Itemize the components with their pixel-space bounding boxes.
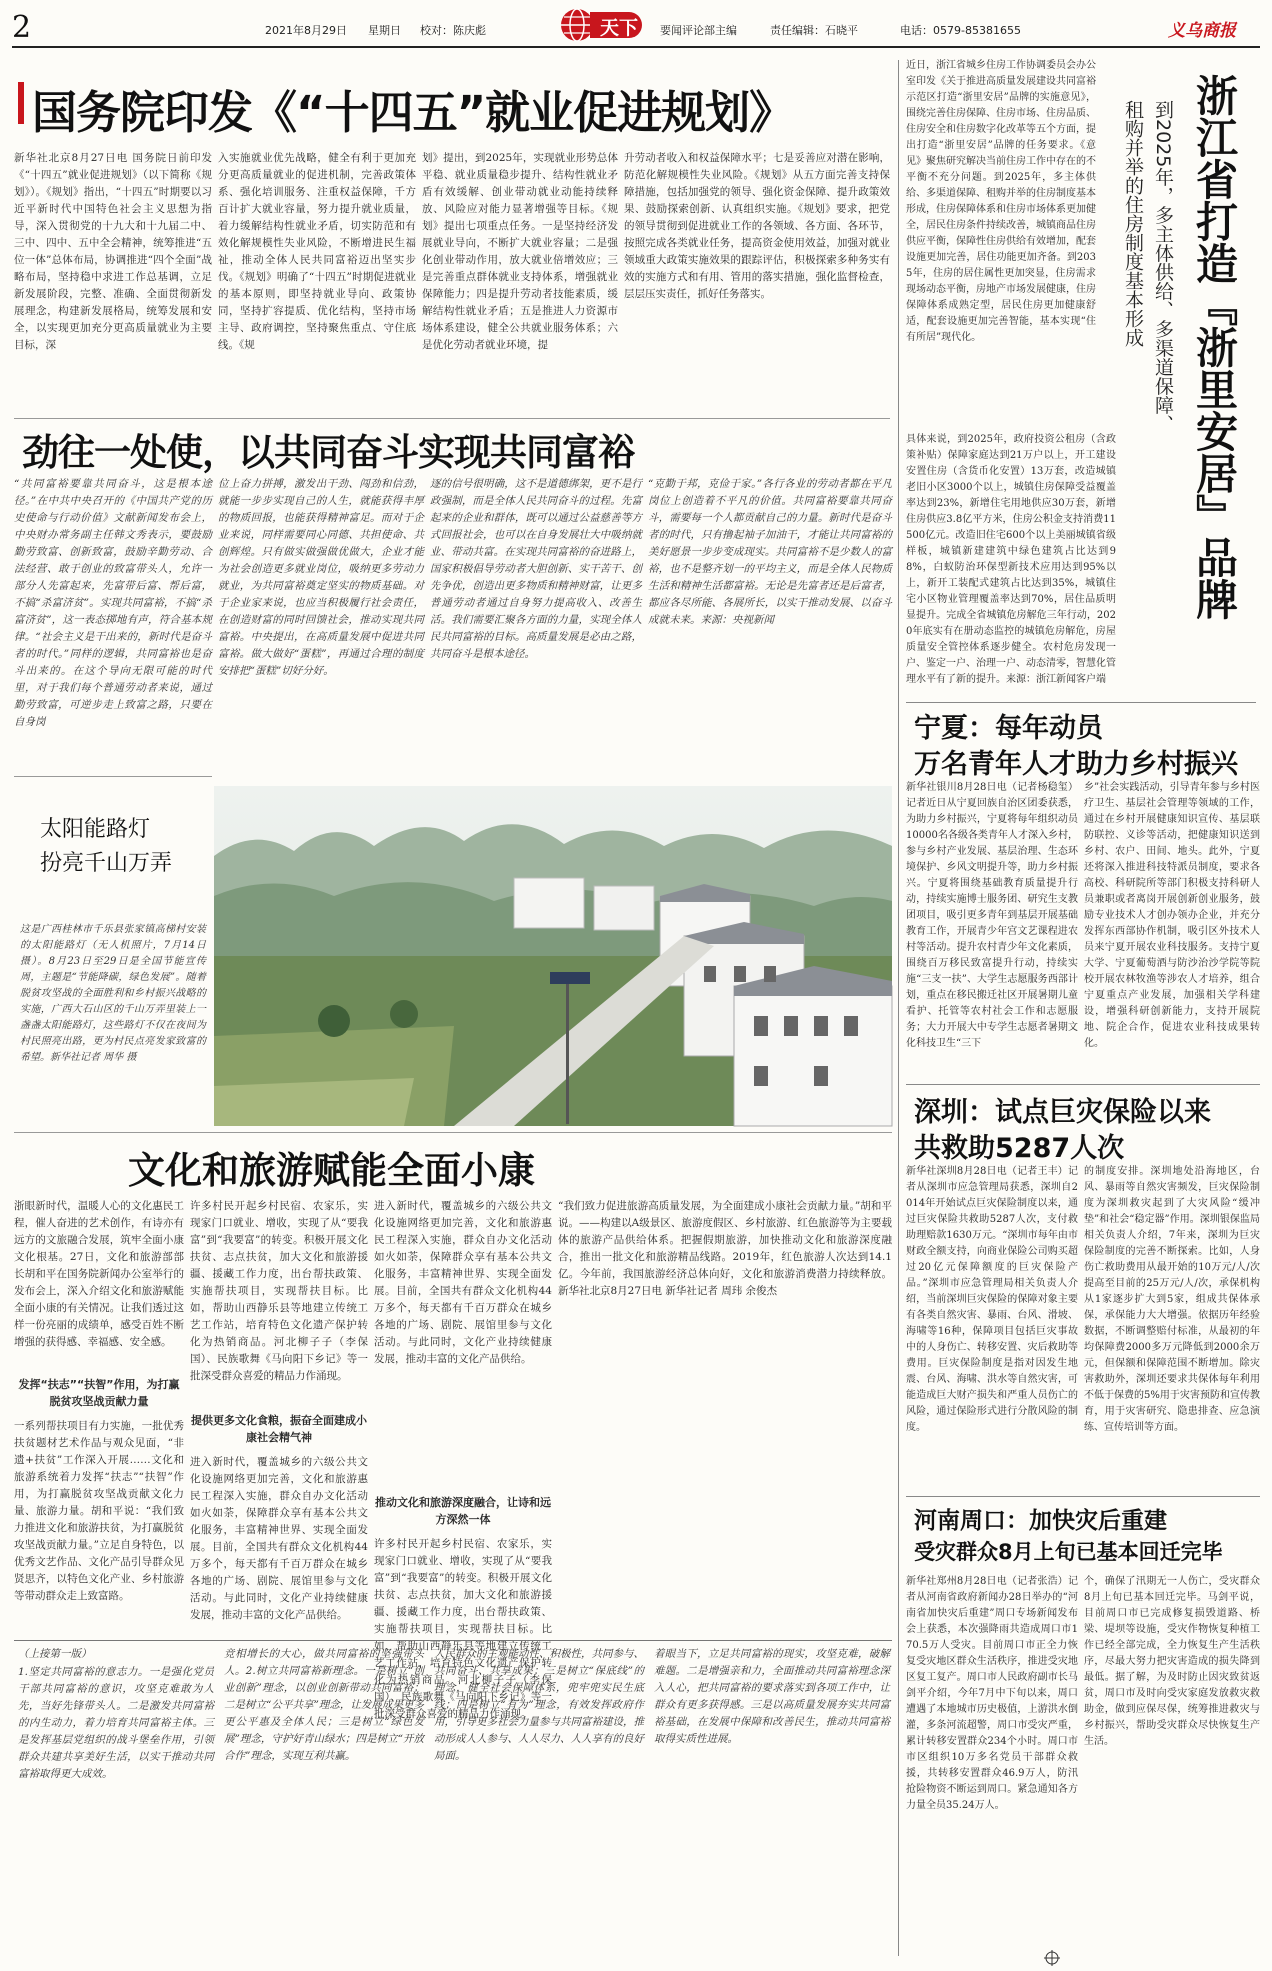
- article3-subhead-3: 推动文化和旅游深度融合，让诗和远方深然一体: [375, 1496, 551, 1526]
- bottom-left-header: （上接第一版）: [18, 1648, 92, 1660]
- zj-headline: 浙江省打造『浙里安居』品牌: [1190, 74, 1239, 620]
- article2-col2: 位上奋力拼搏，激发出干劲、闯劲和信劲，就能一步步实现自己的人生，就能获得丰厚的物质回报，也能获得精神富足。而对于企业来说，同样需要同心同德、共担使命、共创辉煌。只有做实做强做优做大，企业才能为社会创造更多就业岗位，吸纳更多劳动力就业，为共同富裕奠定坚实的物质基础。对于企业家来说，也应当积极履行社会责任，在创造财富的同时回馈社会，推动实现共同富裕。中央提出，在高质量发展中促进共同富裕。做大做好“蛋糕”，再通过合理的制度安排把“蛋糕”切好分好。: [218, 478, 424, 677]
- article3-subhead-1: 发挥“扶志”“扶智”作用，为打赢脱贫攻坚战贡献力量: [18, 1378, 180, 1408]
- zj-subhead-line2: 租购并举的住房制度基本形成: [1122, 100, 1144, 347]
- registration-mark-icon: [1044, 1950, 1060, 1966]
- article2-col1: “共同富裕要靠共同奋斗，这是根本途径。”在中共中央召开的《中国共产党的历史使命与行动价值》文献新闻发布会上，中央财办常务副主任韩文秀表示，要鼓励勤劳致富、创新致富，鼓励辛勤劳动、合法经营、敢于创业的致富带头人，允许一部分人先富起来，先富带后富、帮后富，不搞“杀富济贫”。实现共同富裕，不搞“杀富济贫”，这一表态掷地有声，符合基本规律。“社会主义是干出来的，新时代是奋斗者的时代。”同样的逻辑，共同富裕也是奋斗出来的。在这个导向无限可能的时代里，对于我们每个普通劳动者来说，通过勤劳致富，可逆步走上致富之路，只要在自身岗: [14, 478, 212, 728]
- bottom-left-col4: 着眼当下，立足共同富裕的现实，攻坚克难，破解难题。二是增强亲和力，全面推动共同富裕理念深入人心，把共同富裕的要求落实到各项工作中，让群众有更多获得感。三是以高质量发展夯实共同富裕基础，在发展中保障和改善民生，推动共同富裕取得实质性进展。: [654, 1648, 890, 1745]
- bottom-left-col1: 1.坚定共同富裕的意志力。一是强化党员干部共同富裕的意识，攻坚克难敢为人先，当好先锋带头人。二是激发共同富裕的内生动力，着力培育共同富裕主体。三是发挥基层党组织的战斗堡垒作用，引领群众共建共享美好生活，以实干推动共同富裕取得更大成效。: [18, 1666, 214, 1780]
- globe-icon: [560, 8, 594, 42]
- hn-col2: 个，确保了汛期无一人伤亡，受灾群众8月上旬已基本回迁完毕。马剑平说，目前周口市已完成修复损毁道路、桥梁、堤坝等设施，受灾作物恢复种植工作已经全部完成，全力恢复生产生活秩序，尽最大努力把灾害造成的损失降到最低。据了解，为及时防止因灾致贫返贫，周口市及时向受灾家庭发放救灾救助金，做到应保尽保，统筹推进救灾与乡村振兴，帮助受灾群众尽快恢复生产生活。: [1084, 1576, 1260, 1747]
- divider: [14, 1132, 892, 1133]
- zj-col2: 具体来说，到2025年，政府投资公租房（含政策补贴）保障家庭达到21万户以上，开工建设安置住房（含货币化安置）13万套，改造城镇老旧小区3000个以上，城镇住房保障受益覆盖率达到23%，新增住宅用地供应30万套，新增住房供应3.8亿平方米，住房公积金支持消费11500亿元。改造旧住宅600个以上美丽城镇省级样板，城镇新建建筑中绿色建筑占比达到98%，白蚁防治环保型新技术应用达到95%以上，新开工装配式建筑占比达到35%，城镇住宅小区物业管理覆盖率达到70%，居住品质明显提升。完成全省城镇危房解危三年行动，2020年底实有在册动态监控的城镇危房解危，房屋质量安全管控体系逐步健全。农村危房发现一户、鉴定一户、治理一户、动态清零，智慧化管理水平有了新的提升。来源：浙江新闻客户端: [906, 434, 1116, 685]
- article1-col1: 新华社北京8月27日电 国务院日前印发《“十四五”就业促进规划》（以下简称《规划》）。《规划》指出，“十四五”时期要以习近平新时代中国特色社会主义思想为指导，深入贯彻党的十九大和十九届二中、三中、四中、五中全会精神，统筹推进“五位一体”总体布局，协调推进“四个全面”战略布局，坚持稳中求进工作总基调，立足新发展阶段，完整、准确、全面贯彻新发展理念，构建新发展格局，统筹发展和安全，以实现更加充分更高质量就业为主要目标，深: [14, 152, 212, 351]
- article3-col1-rest: 一系列帮扶项目有力实施，一批优秀扶贫题材艺术作品与观众见面，“非遗+扶贫”工作深入开展……文化和旅游系统着力发挥“扶志”“扶智”作用，为打赢脱贫攻坚战贡献文化力量、旅游力量。胡和平说：“我们致力推进文化和旅游扶贫，为打赢脱贫攻坚战贡献力量。”立足自身特色，以优秀文艺作品、文化产品引导群众见贤思齐，以特色文化产业、乡村旅游等带动群众走上致富路。: [14, 1420, 184, 1602]
- nx-headline-line1: 宁夏：每年动员: [914, 713, 1103, 744]
- photo-caption: 这是广西桂林市千乐县张家镇高梯村安装的太阳能路灯（无人机照片，7月14日摄）。8月23日至29日是全国节能宣传周，主题是“节能降碳，绿色发展”。随着脱贫攻坚战的全面胜利和乡村振兴战略的实施，广西大石山区的千山万弄里装上一盏盏太阳能路灯，这些路灯不仅在夜间为村民照亮出路，更为村民点亮发家致富的希望。新华社记者 周华 摄: [20, 924, 206, 1063]
- header-proofreader: 校对：陈庆彪: [420, 24, 486, 37]
- header-chief-editor: 要闻评论部主编: [660, 24, 737, 37]
- article3-col4: “我们致力促进旅游高质量发展，为全面建成小康社会贡献力量。”胡和平说。——构建以A级景区、旅游度假区、乡村旅游、红色旅游等为主要载体的旅游产品供给体系。把握假期旅游，加快推动文化和旅游深度融合，推出一批文化和旅游精品线路。2019年，红色旅游人次达到14.1亿。今年前，我国旅游经济总体向好，文化和旅游消费潜力持续释放。新华社北京8月27日电 新华社记者 周玮 余俊杰: [558, 1200, 892, 1297]
- article3-col1-intro: 浙眼新时代，温暖人心的文化惠民工程，催人奋进的艺术创作，有诗亦有远方的文旅融合发展，筑牢全面小康文化根基。27日，文化和旅游部部长胡和平在国务院新闻办公室举行的发布会上，深入介绍文化和旅游赋能全面小康的有关情况。让我们透过这样一份亮丽的成绩单，感受百姓不断增强的获得感、幸福感、安全感。: [14, 1200, 184, 1348]
- header-rule: [12, 46, 1260, 48]
- article3-col3: 进入新时代，覆盖城乡的六级公共文化设施网络更加完善，文化和旅游惠民工程深入实施，群众自办文化活动如火如荼，保障群众享有基本公共文化服务，丰富精神世界、实现全面发展。目前，全国共有群众文化机构44万多个，每天都有千百万群众在城乡各地的广场、剧院、展馆里参与文化活动。与此同时，文化产业持续健康发展，推动丰富的文化产品供给。: [374, 1200, 552, 1365]
- article3-headline: 文化和旅游赋能全面小康: [128, 1149, 535, 1192]
- article3-subhead-2: 提供更多文化食粮，振奋全面建成小康社会精气神: [191, 1414, 367, 1444]
- article1-col2: 入实施就业优先战略，健全有利于更加充分更高质量就业的促进机制，完善政策体系、强化培训服务、注重权益保障，千方百计扩大就业容量，努力提升就业质量，着力缓解结构性就业矛盾，切实防范和有效化解规模性失业风险，不断增进民生福祉，推动全体人民共同富裕迈出坚实步伐。《规划》明确了“十四五”时期促进就业的基本原则，即坚持就业导向、政策协同，坚持扩容提质、优化结构，坚持市场主导、政府调控，坚持聚焦重点、守住底线。《规: [218, 152, 416, 351]
- photo-title-line2: 扮亮千山万弄: [40, 851, 173, 876]
- header-duty-editor: 责任编辑：石晓平: [770, 24, 858, 37]
- accent-bar: [18, 82, 24, 124]
- hn-headline-line1: 河南周口：加快灾后重建: [914, 1508, 1167, 1534]
- page-number: 2: [12, 10, 32, 45]
- zj-subhead: [1108, 100, 1178, 480]
- photo-title-line1: 太阳能路灯: [40, 817, 151, 842]
- nx-col1: 新华社银川8月28日电（记者杨稳玺）记者近日从宁夏回族自治区团委获悉，为助力乡村振兴，宁夏将每年组织动员10000名各级各类青年人才深入乡村，参与乡村产业发展、基层治理、生态环境保护、乡风文明提升等，助力乡村振兴。宁夏将围绕基础教育质量提升行动，持续实施博士服务团、研究生支教团项目，吸引更多青年到基层开展基础教育工作，开展青少年宫文艺课程进农村等活动。提升农村青少年文化素质，围绕百万移民致富提升行动，持续实施“三支一扶”、大学生志愿服务西部计划，重点在移民搬迁社区开展暑期儿童看护、托管等农村社会工作和志愿服务；大力开展大中专学生志愿者暑期文化科技卫生“三下: [906, 782, 1078, 1049]
- article2-headline: 劲往一处使，以共同奋斗实现共同富裕: [22, 431, 634, 474]
- hn-col1: 新华社郑州8月28日电（记者张浩）记者从河南省政府新闻办28日举办的“河南省加快灾后重建”周口专场新闻发布会上获悉，本次强降雨共造成周口市170.5万人受灾。目前周口市正全力恢复受灾地区群众生活秩序，推进受灾地区复工复产。周口市人民政府副市长马剑平介绍，今年7月中下旬以来，周口遭遇了本地城市历史极值，上游洪水倒灌，多条河流超警，周口市受灾严重，累计转移安置群众234个小时。周口市市区组织10万多名党员干部群众救援，共转移安置群众46.9万人，防汛抢险物资不断运到周口。紧急通知各方力量全员35.24万人。: [906, 1576, 1078, 1811]
- header-date: 2021年8月29日: [265, 24, 347, 37]
- article3-col2: 许多村民开起乡村民宿、农家乐，实现家门口就业、增收，实现了从“要我富”到“我要富”的转变。积极开展文化扶贫、志点扶贫，加大文化和旅游援疆、援藏工作力度，出台帮扶政策、实施帮扶项目，实现帮扶目标。比如，帮助山西静乐县等地建立传统工艺工作站，培育特色文化遗产保护转化为热销商品。河北柳子子（李保国）、民族歌舞《马向阳下乡记》等一批深受群众喜爱的精品力作涌现。: [190, 1200, 368, 1382]
- sz-headline-line2: 共救助5287人次: [914, 1133, 1125, 1164]
- divider: [906, 1496, 1260, 1497]
- sz-col1: 新华社深圳8月28日电（记者王丰）记者从深圳市应急管理局获悉，深圳自2014年开始试点巨灾保险制度以来，通过巨灾保险共救助5287人次，支付救助理赔款1630万元。“深圳市每年由市财政全额支持，向商业保险公司购买超过20亿元保障额度的巨灾保险产品。”深圳市应急管理局相关负责人介绍，当前深圳巨灾保险的保障对象主要有各类自然灾害、暴雨、台风、滑坡、海啸等16种，保障项目包括巨灾事故中的人身伤亡、转移安置、灾后救助等费用。巨灾保险制度是指对因发生地震、台风、海啸、洪水等自然灾害，可能造成巨大财产损失和严重人员伤亡的风险，通过保险形式进行分散风险的制度。: [906, 1166, 1078, 1433]
- nx-headline-line2: 万名青年人才助力乡村振兴: [914, 749, 1238, 780]
- divider: [906, 1084, 1260, 1085]
- bottom-left-col2: 竞相增长的大心，做共同富裕的坚强带头人。2.树立共同富裕新理念。一是树立“创业创新”理念，以创业创新带动共同富裕；二是树立“公平共享”理念，让发展成果更多更公平惠及全体人民；三是树立“绿色发展”理念，守护好青山绿水；四是树立“开放合作”理念，实现互利共赢。: [224, 1648, 424, 1762]
- header-phone: 电话：0579-85381655: [900, 24, 1021, 37]
- village-photo: [214, 786, 892, 1126]
- sz-headline-line1: 深圳：试点巨灾保险以来: [914, 1097, 1211, 1128]
- divider: [906, 702, 1256, 703]
- article1-col4: 升劳动者收入和权益保障水平；七是妥善应对潜在影响，防范化解规模性失业风险。《规划》从五方面完善支持保障措施，包括加强党的领导、强化资金保障、提升政策效果、鼓励探索创新、认真组织实施。《规划》要求，把党的领导贯彻到促进就业工作的各领域、各方面、各环节，按照完成各类就业任务，提高资金使用效益，加强对就业领域重大政策实施效果的跟踪评估，积极探索多种务实有效的实施方式和有用、管用的落实措施，强化监督检查，层层压实责任，抓好任务落实。: [624, 152, 890, 300]
- zj-col1: 近日，浙江省城乡住房工作协调委员会办公室印发《关于推进高质量发展建设共同富裕示范区打造“浙里安居”品牌的实施意见》，围绕完善住房保障、住房市场、住房品质、住房安全和住房数字化改革等五个方面，提出打造“浙里安居”品牌的任务要求。《意见》聚焦研究解决当前住房工作中存在的不平衡不充分问题。到2025年，多主体供给、多渠道保障、租购并举的住房制度基本形成，住房保障体系和住房市场体系更加健全，居民住房条件持续改善，城镇商品住房供应平衡，保障性住房供给有效增加，配套设施更加完善，居住功能更加齐备。到2035年，住房的居住属性更加突显，住房需求现场动态平衡，房地产市场发展健康，住房保障体系成熟定型，居民住房更加健康舒适，配套设施更加完善智能，基本实现“住有所居”现代化。: [906, 60, 1096, 343]
- article2-col3: 逐的信号很明确，这不是道德绑架，更不是行政强制，而是全体人民共同奋斗的过程。先富起来的企业和群体，既可以通过公益慈善等方式回报社会，也可以在自身发展壮大中吸纳就业、带动共富。在实现共同富裕的奋进路上，国家积极倡导劳动者大胆创新、实干苦干、创先争优，创造出更多物质和精神财富，让更多普通劳动者通过自身努力提高收入、改善生活。我们需要汇聚各方面的力量，实现全体人民共同富裕的目标。高质量发展是必由之路，共同奋斗是根本途径。: [430, 478, 642, 660]
- article1-headline: 国务院印发《“十四五”就业促进规划》: [32, 86, 794, 139]
- hn-headline-line2: 受灾群众8月上旬已基本回迁完毕: [914, 1540, 1223, 1564]
- vertical-rule: [898, 60, 899, 1956]
- bottom-left-col3: 人民群众的主观能动性、积极性，共同参与、共同奋斗、共享成果；三是树立“保底线”的理念，健全社会保障体系，兜牢兜实民生底线；四是树立“有为”理念，有效发挥政府作用，引导更多社会力量参与共同富裕建设，推动形成人人参与、人人尽力、人人享有的良好局面。: [434, 1648, 644, 1762]
- sz-col2: 的制度安排。深圳地处沿海地区，台风、暴雨等自然灾害频发，巨灾保险制度为深圳救灾起到了大灾风险“缓冲垫”和社会“稳定器”作用。深圳银保监局相关负责人介绍，7年来，深圳为巨灾保险制度的完善不断探索。比如，人身伤亡救助费用从最开始的10万元/人/次提高至目前的25万元/人/次，承保机构从1家逐步扩大到5家，组成共保体承保，承保能力大大增强。依据历年经验数据，不断调整赔付标准，从最初的年均保障费2000多万元降低到2000余万元，但保额和保障范围不断增加。除灾害救助外，深圳还要求共保体每年利用不低于保费的5%用于灾害预防和宣传教育，用于灾害研究、隐患排查、应急演练、宣传培训等方面。: [1084, 1166, 1260, 1433]
- article3-col3-b: 许多村民开起乡村民宿、农家乐，实现家门口就业、增收，实现了从“要我富”到“我要富”的转变。积极开展文化扶贫、志点扶贫，加大文化和旅游援疆、援藏工作力度，出台帮扶政策、实施帮扶项目，实现帮扶目标。比如，帮助山西静乐县等地建立传统工艺工作站，培育特色文化遗产保护转化为热销商品。河北柳子子（李保国）、民族歌舞《马向阳下乡记》等一批深受群众喜爱的精品力作涌现。: [374, 1538, 552, 1720]
- article2-col4: “克勤于邦，克俭于家。”各行各业的劳动者都在平凡岗位上创造着不平凡的价值。共同富裕要靠共同奋斗，需要每一个人都贡献自己的力量。新时代是奋斗者的时代，只有撸起袖子加油干，才能让共同富裕的美好愿景一步步变成现实。共同富裕不是少数人的富裕，也不是整齐划一的平均主义，而是全体人民物质生活和精神生活都富裕。无论是先富者还是后富者，都应各尽所能、各展所长，以实干推动发展、以奋斗成就未来。来源：央视新闻: [648, 478, 892, 626]
- paper-name-logo: 义乌商报: [1168, 21, 1236, 41]
- nx-col2: 乡”社会实践活动，引导青年参与乡村医疗卫生、基层社会管理等领域的工作，通过在乡村开展健康知识宣传、基层联防联控、义诊等活动，把健康知识送到乡村、农户、田间、地头。此外，宁夏还将深入推进科技特派员制度，要求各高校、科研院所等部门积极支持科研人员兼职或者离岗开展创新创业服务，鼓励专业技术人才创办领办企业，并充分发挥东西部协作机制，吸引区外技术人员来宁夏开展农业科技服务。支持宁夏大学、宁夏葡萄酒与防沙治沙学院等院校开展农林牧渔等涉农人才培养，组合宁夏重点产业发展，加强相关学科建设，增强科研创新能力，支持开展院地、院企合作，促进农业科技成果转化。: [1084, 782, 1260, 1049]
- article3-col2-b: 进入新时代，覆盖城乡的六级公共文化设施网络更加完善，文化和旅游惠民工程深入实施，群众自办文化活动如火如荼，保障群众享有基本公共文化服务，丰富精神世界、实现全面发展。目前，全国共有群众文化机构44万多个，每天都有千百万群众在城乡各地的广场、剧院、展馆里参与文化活动。与此同时，文化产业持续健康发展，推动丰富的文化产品供给。: [190, 1456, 368, 1621]
- zj-subhead-line1: 到2025年，多主体供给、多渠道保障、: [1152, 100, 1174, 434]
- section-name: 天下: [600, 17, 639, 39]
- divider: [14, 418, 890, 419]
- article1-col3: 划》提出，到2025年，实现就业形势总体平稳、就业质量稳步提升、结构性就业矛盾有效缓解、创业带动就业动能持续释放、风险应对能力显著增强等目标。《规划》提出七项重点任务。一是坚持经济发展就业导向，不断扩大就业容量；二是强化创业带动作用，放大就业倍增效应；三是完善重点群体就业支持体系，增强就业保障能力；四是提升劳动者技能素质，缓解结构性就业矛盾；五是推进人力资源市场体系建设，健全公共就业服务体系；六是优化劳动者就业环境，提: [422, 152, 618, 351]
- header-weekday: 星期日: [368, 24, 401, 37]
